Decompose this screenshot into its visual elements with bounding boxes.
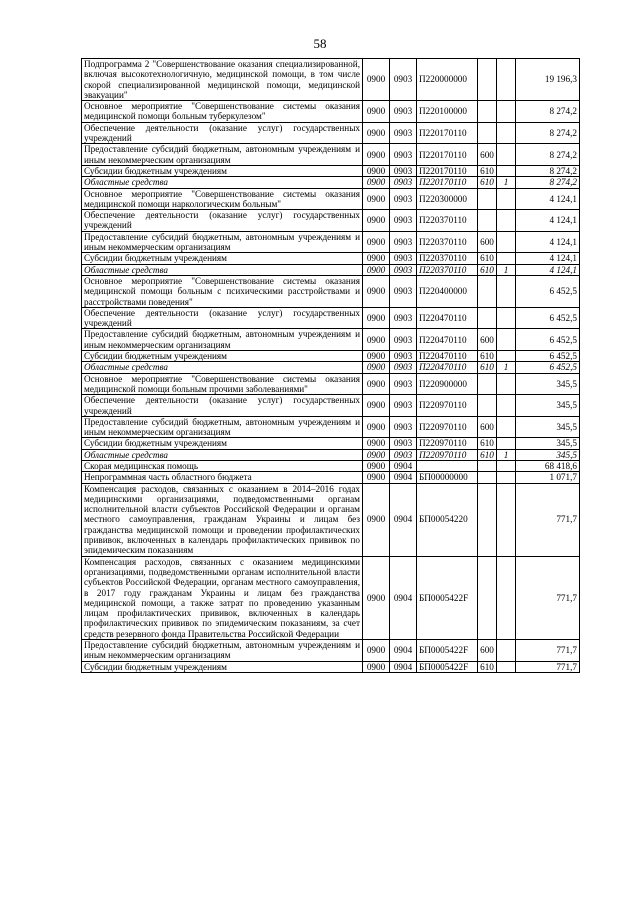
row-subsection: 0903 [390,59,417,101]
row-amount: 6 452,5 [516,351,580,362]
row-amount: 19 196,3 [516,59,580,101]
row-subsection: 0903 [390,122,417,144]
table-row [82,449,580,460]
row-amount: 8 274,2 [516,122,580,144]
table-row [82,122,580,144]
row-name: Областные средства [82,264,363,275]
row-funding-source [497,416,516,438]
row-name: Субсидии бюджетным учреждениям [82,253,363,264]
row-section: 0900 [363,253,390,264]
row-subsection: 0904 [390,640,417,662]
row-name: Основное мероприятие "Совершенствование системы оказания медицинской помощи наркологическим больным" [82,188,363,210]
row-expense-type [478,210,497,232]
row-name: Областные средства [82,177,363,188]
row-subsection: 0904 [390,483,417,556]
table-row [82,395,580,417]
row-section: 0900 [363,210,390,232]
row-funding-source [497,210,516,232]
row-target-article: П220370110 [417,210,478,232]
row-subsection: 0903 [390,362,417,373]
table-row [82,101,580,123]
row-expense-type [478,483,497,556]
row-target-article: П220470110 [417,307,478,329]
row-name: Компенсация расходов, связанных с оказанием в 2014–2016 годах медицинскими организациями, подведомственными органам исполнительной власти субъектов Российской Федерации и органам местного самоуправления, гражданам Украины и лицам без гражданства медицинской помощи и проведении профилактических прививок, включенных в календарь профилактических прививок по эпидемическим показаниям [82,483,363,556]
row-amount: 771,7 [516,483,580,556]
row-funding-source [497,275,516,307]
row-section: 0900 [363,472,390,483]
row-section: 0900 [363,373,390,395]
row-target-article: П220470110 [417,362,478,373]
row-section: 0900 [363,329,390,351]
row-amount: 4 124,1 [516,188,580,210]
row-target-article: БП00000000 [417,472,478,483]
row-amount: 4 124,1 [516,264,580,275]
row-subsection: 0903 [390,144,417,166]
table-row [82,483,580,556]
row-funding-source [497,231,516,253]
row-expense-type [478,122,497,144]
row-expense-type [478,275,497,307]
row-expense-type [478,460,497,471]
row-name: Обеспечение деятельности (оказание услуг) государственных учреждений [82,395,363,417]
table-row [82,144,580,166]
row-subsection: 0903 [390,210,417,232]
row-amount: 4 124,1 [516,231,580,253]
row-funding-source [497,59,516,101]
row-funding-source [497,351,516,362]
table-row [82,177,580,188]
row-funding-source: 1 [497,449,516,460]
row-section: 0900 [363,661,390,672]
row-section: 0900 [363,264,390,275]
row-amount: 8 274,2 [516,177,580,188]
row-expense-type [478,373,497,395]
row-target-article: П220000000 [417,59,478,101]
table-row [82,165,580,176]
row-name: Предоставление субсидий бюджетным, автономным учреждениям и иным некоммерческим организациям [82,416,363,438]
row-funding-source [497,101,516,123]
budget-table-body [82,59,580,673]
row-section: 0900 [363,362,390,373]
row-funding-source: 1 [497,264,516,275]
row-subsection: 0904 [390,460,417,471]
row-target-article: П220370110 [417,264,478,275]
row-funding-source [497,640,516,662]
row-name: Подпрограмма 2 "Совершенствование оказания специализированной, включая высокотехнологичную, медицинской помощи, в том числе скорой специализированной медицинской помощи, медицинской эвакуации" [82,59,363,101]
table-row [82,188,580,210]
row-name: Скорая медицинская помощь [82,460,363,471]
row-name: Субсидии бюджетным учреждениям [82,661,363,672]
row-section: 0900 [363,395,390,417]
table-row [82,416,580,438]
row-target-article: П220900000 [417,373,478,395]
row-name: Основное мероприятие "Совершенствование системы оказания медицинской помощи больным с психическими расстройствами и расстройствами поведения" [82,275,363,307]
row-target-article: П220300000 [417,188,478,210]
row-funding-source [497,460,516,471]
row-subsection: 0903 [390,395,417,417]
row-amount: 8 274,2 [516,101,580,123]
row-amount: 1 071,7 [516,472,580,483]
row-name: Предоставление субсидий бюджетным, автономным учреждениям и иным некоммерческим организациям [82,231,363,253]
row-funding-source [497,122,516,144]
row-amount: 345,5 [516,438,580,449]
row-target-article: БП0005422F [417,640,478,662]
row-funding-source: 1 [497,362,516,373]
row-amount: 345,5 [516,449,580,460]
row-section: 0900 [363,188,390,210]
row-name: Предоставление субсидий бюджетным, автономным учреждениям и иным некоммерческим организациям [82,640,363,662]
row-expense-type: 610 [478,449,497,460]
row-expense-type [478,395,497,417]
row-target-article: П220170110 [417,177,478,188]
row-subsection: 0903 [390,275,417,307]
row-expense-type: 600 [478,416,497,438]
row-expense-type [478,472,497,483]
row-subsection: 0904 [390,472,417,483]
table-row [82,373,580,395]
row-target-article: П220170110 [417,144,478,166]
row-section: 0900 [363,59,390,101]
row-name: Обеспечение деятельности (оказание услуг) государственных учреждений [82,122,363,144]
row-target-article: П220970110 [417,438,478,449]
row-funding-source [497,556,516,639]
row-funding-source [497,144,516,166]
row-funding-source [497,661,516,672]
row-subsection: 0903 [390,101,417,123]
row-amount: 771,7 [516,640,580,662]
row-expense-type: 600 [478,640,497,662]
table-row [82,210,580,232]
row-section: 0900 [363,351,390,362]
row-name: Обеспечение деятельности (оказание услуг) государственных учреждений [82,210,363,232]
row-subsection: 0903 [390,351,417,362]
budget-table [81,58,580,673]
row-expense-type [478,188,497,210]
row-subsection: 0903 [390,231,417,253]
row-expense-type: 610 [478,165,497,176]
table-row [82,460,580,471]
row-amount: 771,7 [516,661,580,672]
row-section: 0900 [363,640,390,662]
row-section: 0900 [363,483,390,556]
row-section: 0900 [363,307,390,329]
row-name: Субсидии бюджетным учреждениям [82,351,363,362]
row-target-article: БП0005422F [417,661,478,672]
row-funding-source [497,438,516,449]
row-subsection: 0903 [390,449,417,460]
row-subsection: 0904 [390,556,417,639]
row-name: Предоставление субсидий бюджетным, автономным учреждениям и иным некоммерческим организациям [82,329,363,351]
row-name: Основное мероприятие "Совершенствование системы оказания медицинской помощи больным прочими заболеваниями" [82,373,363,395]
row-amount: 4 124,1 [516,253,580,264]
table-row [82,307,580,329]
row-subsection: 0904 [390,661,417,672]
row-funding-source [497,472,516,483]
row-amount: 345,5 [516,395,580,417]
row-amount: 771,7 [516,556,580,639]
row-target-article: П220370110 [417,231,478,253]
row-name: Компенсация расходов, связанных с оказанием медицинскими организациями, подведомственными органам исполнительной власти субъектов Российской Федерации, органам местного самоуправления, в 2017 году гражданам Украины и лицам без гражданства медицинской помощи, а также затрат по проведению указанным лицам профилактических прививок, включенных в календарь профилактических прививок по эпидемическим показаниям, за счет средств резервного фонда Правительства Российской Федерации [82,556,363,639]
row-subsection: 0903 [390,188,417,210]
row-amount: 6 452,5 [516,362,580,373]
row-amount: 8 274,2 [516,144,580,166]
row-amount: 6 452,5 [516,307,580,329]
row-name: Непрограммная часть областного бюджета [82,472,363,483]
row-funding-source: 1 [497,177,516,188]
row-target-article: П220970110 [417,395,478,417]
table-row [82,231,580,253]
row-name: Обеспечение деятельности (оказание услуг) государственных учреждений [82,307,363,329]
row-expense-type [478,101,497,123]
row-section: 0900 [363,556,390,639]
row-funding-source [497,307,516,329]
row-target-article [417,460,478,471]
row-target-article: П220970110 [417,416,478,438]
table-row [82,362,580,373]
row-expense-type [478,307,497,329]
row-funding-source [497,483,516,556]
row-name: Основное мероприятие "Совершенствование системы оказания медицинской помощи больным туберкулезом" [82,101,363,123]
row-subsection: 0903 [390,373,417,395]
row-section: 0900 [363,144,390,166]
row-section: 0900 [363,231,390,253]
row-subsection: 0903 [390,253,417,264]
row-target-article: БП00054220 [417,483,478,556]
row-amount: 345,5 [516,373,580,395]
row-expense-type: 610 [478,177,497,188]
row-expense-type: 610 [478,351,497,362]
row-expense-type [478,59,497,101]
row-name: Предоставление субсидий бюджетным, автономным учреждениям и иным некоммерческим организациям [82,144,363,166]
row-expense-type: 610 [478,661,497,672]
row-subsection: 0903 [390,416,417,438]
row-expense-type: 600 [478,144,497,166]
row-expense-type: 600 [478,231,497,253]
row-expense-type [478,556,497,639]
table-row [82,640,580,662]
table-row [82,438,580,449]
row-section: 0900 [363,122,390,144]
row-amount: 8 274,2 [516,165,580,176]
table-row [82,264,580,275]
table-row [82,351,580,362]
row-amount: 6 452,5 [516,275,580,307]
table-row [82,275,580,307]
table-row [82,329,580,351]
row-subsection: 0903 [390,165,417,176]
row-subsection: 0903 [390,329,417,351]
row-funding-source [497,395,516,417]
row-amount: 4 124,1 [516,210,580,232]
row-target-article: П220370110 [417,253,478,264]
row-section: 0900 [363,275,390,307]
row-name: Субсидии бюджетным учреждениям [82,165,363,176]
row-funding-source [497,373,516,395]
page-number: 58 [313,36,327,51]
row-section: 0900 [363,438,390,449]
row-section: 0900 [363,165,390,176]
row-amount: 68 418,6 [516,460,580,471]
row-section: 0900 [363,449,390,460]
row-target-article: П220170110 [417,165,478,176]
row-expense-type: 610 [478,264,497,275]
row-section: 0900 [363,101,390,123]
table-row [82,59,580,101]
row-target-article: П220400000 [417,275,478,307]
row-subsection: 0903 [390,177,417,188]
row-funding-source [497,253,516,264]
row-subsection: 0903 [390,307,417,329]
row-section: 0900 [363,416,390,438]
table-row [82,253,580,264]
row-subsection: 0903 [390,264,417,275]
row-expense-type: 610 [478,253,497,264]
table-row [82,556,580,639]
row-funding-source [497,165,516,176]
table-row [82,661,580,672]
row-target-article: БП0005422F [417,556,478,639]
row-name: Субсидии бюджетным учреждениям [82,438,363,449]
row-funding-source [497,188,516,210]
row-funding-source [497,329,516,351]
row-expense-type: 610 [478,362,497,373]
row-section: 0900 [363,177,390,188]
row-amount: 6 452,5 [516,329,580,351]
row-name: Областные средства [82,362,363,373]
row-target-article: П220470110 [417,329,478,351]
row-target-article: П220100000 [417,101,478,123]
row-target-article: П220470110 [417,351,478,362]
row-section: 0900 [363,460,390,471]
table-row [82,472,580,483]
row-target-article: П220170110 [417,122,478,144]
row-amount: 345,5 [516,416,580,438]
row-target-article: П220970110 [417,449,478,460]
row-name: Областные средства [82,449,363,460]
row-subsection: 0903 [390,438,417,449]
row-expense-type: 600 [478,329,497,351]
row-expense-type: 610 [478,438,497,449]
